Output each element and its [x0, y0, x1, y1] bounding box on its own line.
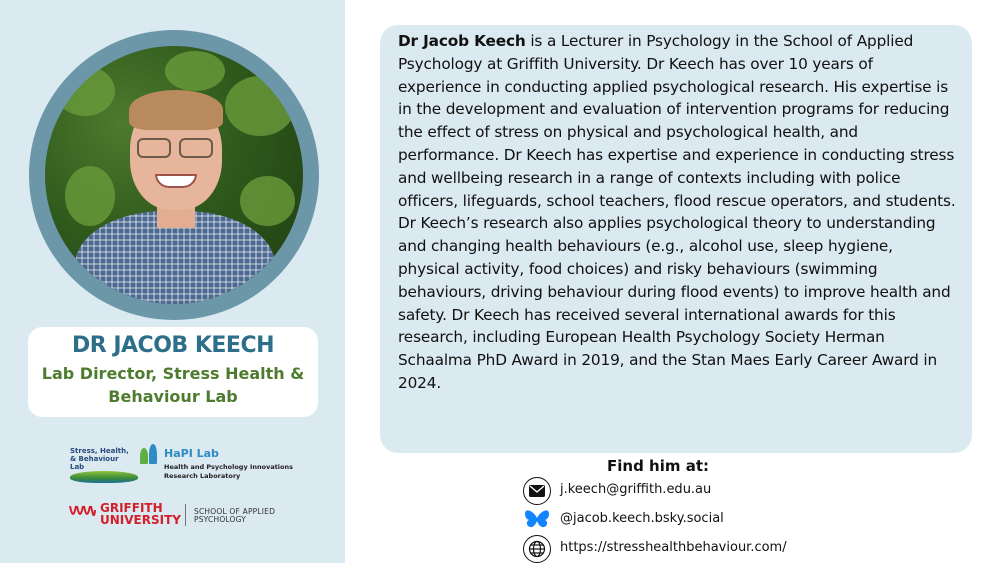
bio-paragraph — [398, 30, 958, 395]
profile-role: Lab Director, Stress Health & Behaviour Lab — [41, 364, 305, 406]
globe-icon — [523, 535, 551, 563]
university-name: GRIFFITH UNIVERSITY — [100, 501, 181, 527]
bio-card — [380, 25, 972, 453]
logo-divider — [185, 504, 186, 526]
email-link[interactable]: j.keech@griffith.edu.au — [560, 482, 712, 497]
contact-heading: Find him at: — [607, 457, 709, 475]
bluesky-link[interactable]: @jacob.keech.bsky.social — [560, 511, 724, 526]
lab-logo-text: Stress, Health, & Behaviour Lab — [70, 447, 129, 471]
griffith-crest-icon — [68, 504, 96, 524]
tree-icon — [140, 444, 158, 468]
profile-photo-ring — [29, 30, 319, 320]
bio-body: is a Lecturer in Psychology in the School of Applied Psychology at Griffith University. Dr Keech has over 10 years of experience in conducting applied psychological research. His expertise is in the development and evaluation of intervention programs for reducing the effect of stress on physical and psychological health, and performance. Dr Keech has expertise and experience in conducting stress and wellbeing research in a range of contexts including with police officers, lifeguards, school teachers, flood rescue operators, and students. Dr Keech’s research also applies psychological theory to understanding and changing health behaviours (e.g., alcohol use, sleep hygiene, physical activity, food choices) and risky behaviours (swimming behaviours, driving behaviour during flood events) to improve health and safety. Dr Keech has received several international awards for this research, including European Health Psychology Society Herman Schaalma PhD Award in 2019, and the Stan Maes Early Career Award in 2024. — [398, 32, 956, 392]
contact-email[interactable] — [523, 477, 943, 505]
profile-photo — [45, 46, 303, 304]
hapi-title: HaPI Lab — [164, 447, 219, 460]
contact-bluesky[interactable] — [523, 506, 943, 534]
hapi-subtitle: Health and Psychology Innovations Research Laboratory — [164, 463, 293, 480]
school-name: SCHOOL OF APPLIED PSYCHOLOGY — [194, 507, 276, 524]
hapi-lab-logo — [68, 442, 308, 488]
griffith-logo — [68, 501, 318, 531]
website-link[interactable]: https://stresshealthbehaviour.com/ — [560, 540, 787, 555]
envelope-icon — [523, 477, 551, 505]
profile-name: DR JACOB KEECH — [71, 333, 274, 358]
butterfly-icon — [523, 506, 551, 534]
name-card — [28, 327, 318, 417]
bio-name: Dr Jacob Keech — [398, 32, 526, 50]
contact-website[interactable] — [523, 535, 943, 563]
lab-wave-icon — [70, 471, 138, 483]
left-panel — [0, 0, 345, 563]
